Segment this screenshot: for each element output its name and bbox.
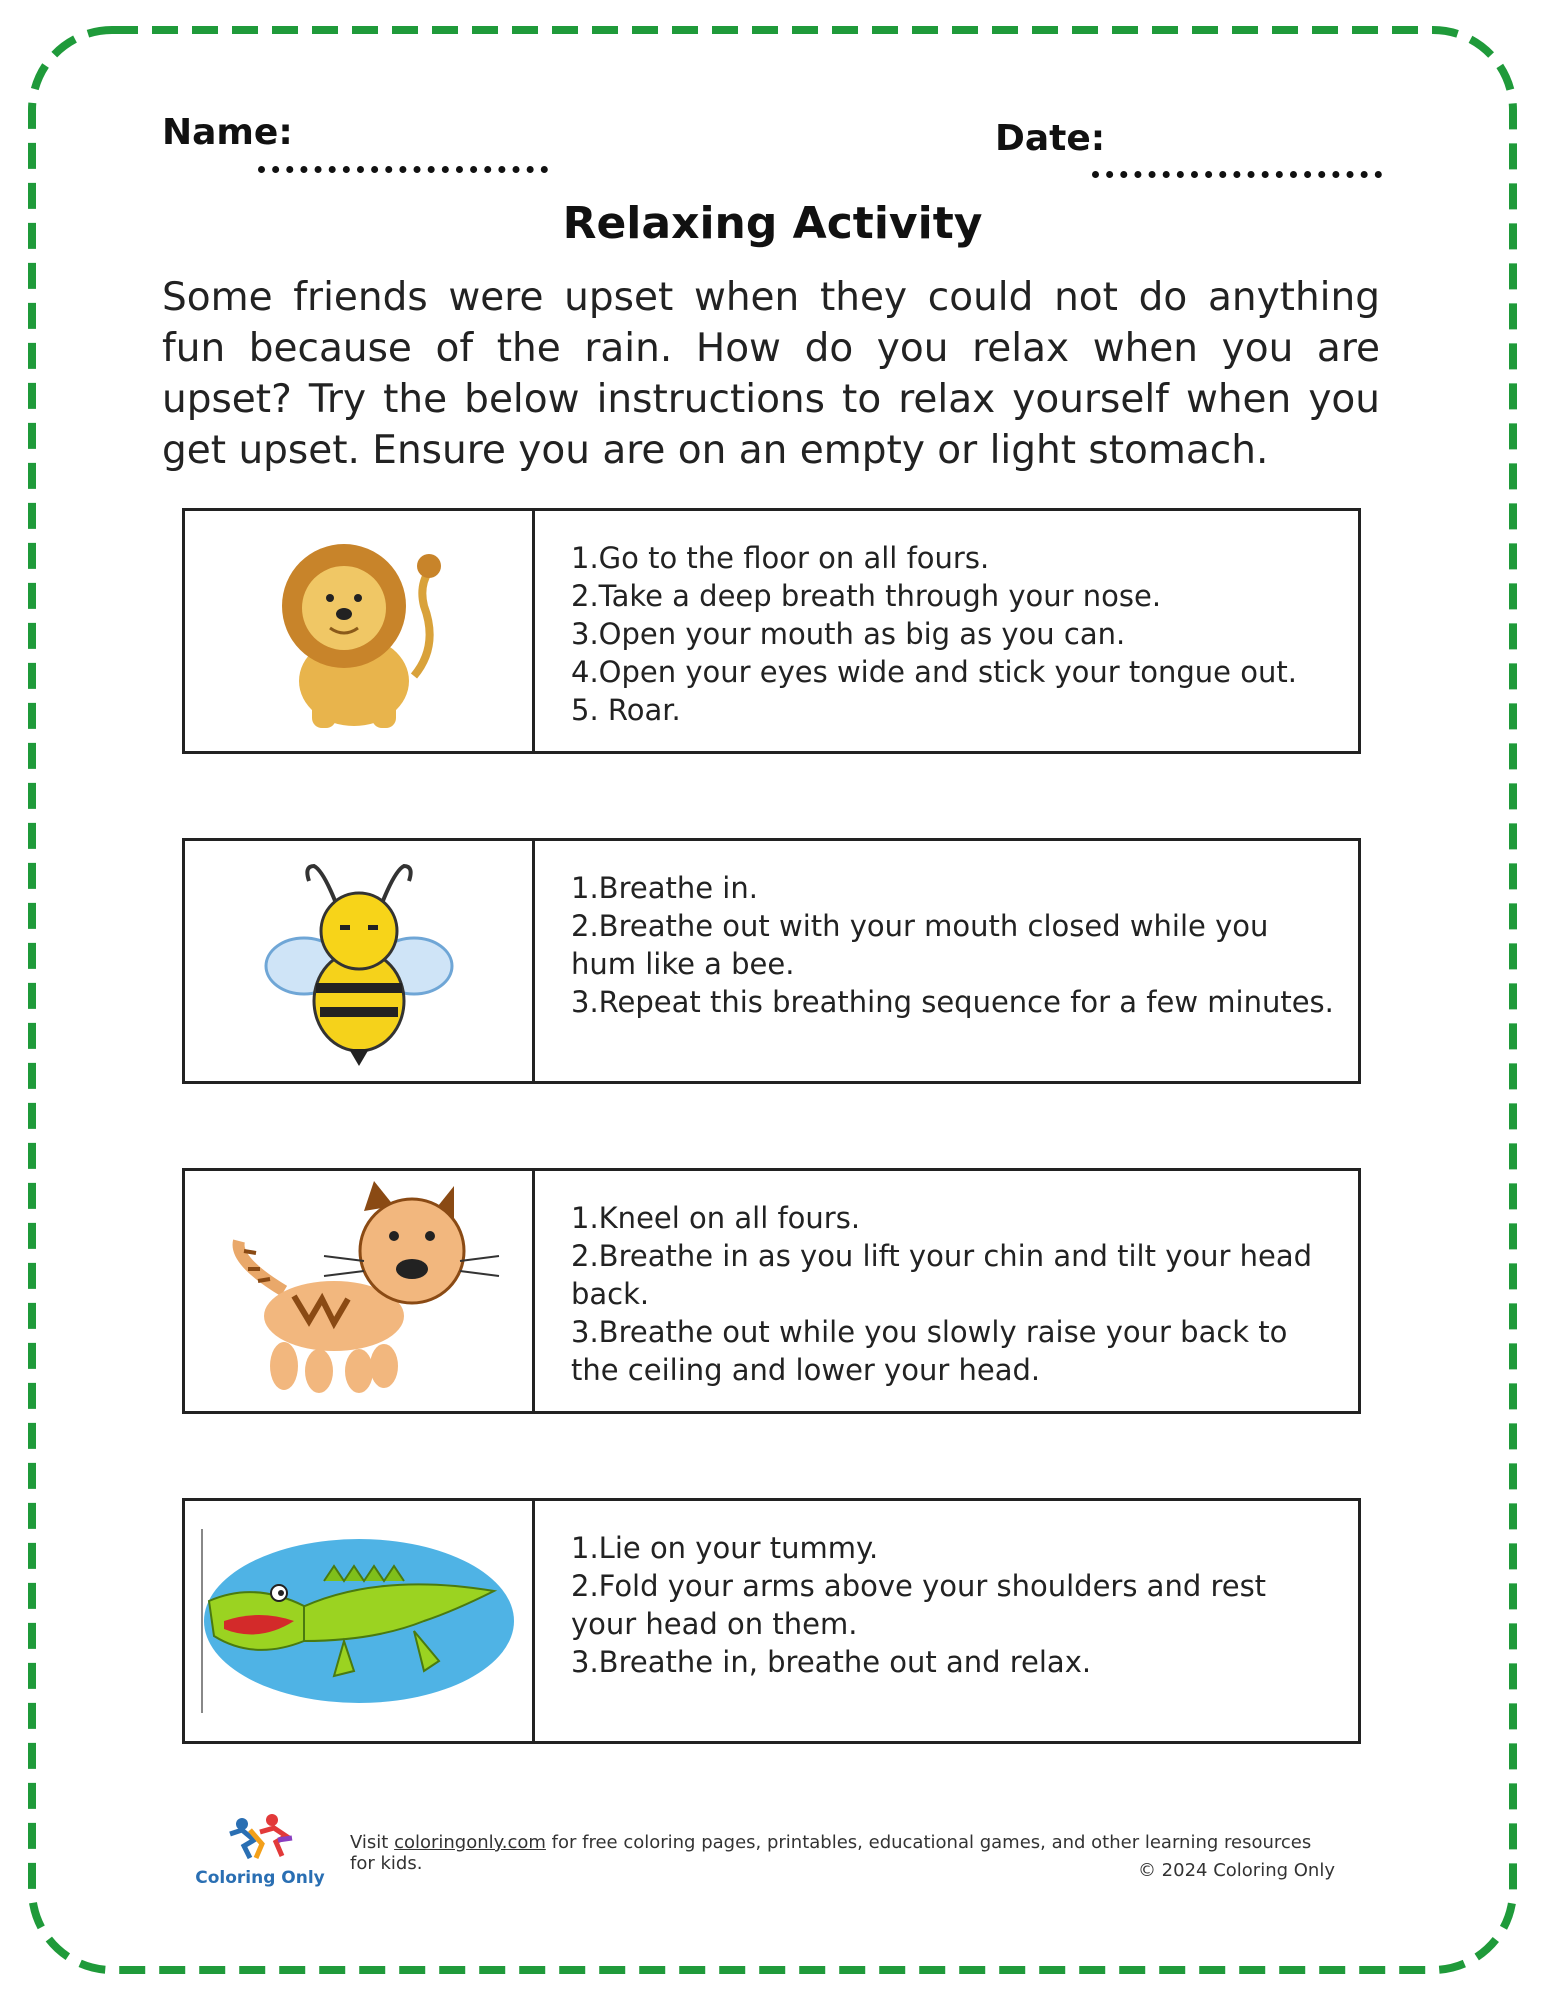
lion-illustration (185, 511, 535, 751)
intro-paragraph: Some friends were upset when they could not do anything fun because of the rain. How do you relax when you are upset? Try the below instructions to relax yourself when you get upset. Ensure you are on an empty or light stomach. (162, 275, 1380, 473)
bee-steps (535, 841, 1358, 1081)
coloring-only-logo[interactable] (190, 1810, 330, 1888)
visit-suffix: for free coloring pages, printables, educational games, and other learning resources for kids. (350, 1832, 1312, 1874)
crocodile-icon (194, 1521, 524, 1721)
step: 1.Breathe in. (571, 871, 758, 905)
crocodile-illustration (185, 1501, 535, 1741)
coloringonly-link[interactable]: coloringonly.com (394, 1832, 546, 1853)
cat-steps (535, 1171, 1358, 1411)
step: 2.Fold your arms above your shoulders and rest your head on them. (571, 1569, 1267, 1641)
cat-illustration (185, 1171, 535, 1411)
activity-card-lion (182, 508, 1361, 754)
lion-icon (254, 526, 464, 736)
step: 2.Take a deep breath through your nose. (571, 579, 1162, 613)
lion-steps (535, 511, 1358, 751)
step: 1.Lie on your tummy. (571, 1531, 879, 1565)
logo-text: Coloring Only (195, 1868, 325, 1888)
step: 3.Breathe in, breathe out and relax. (571, 1645, 1092, 1679)
activity-card-crocodile (182, 1498, 1361, 1744)
page-title: Relaxing Activity (562, 198, 983, 249)
step: 3.Breathe out while you slowly raise your back to the ceiling and lower your head. (571, 1315, 1288, 1387)
name-field-line[interactable] (258, 166, 548, 173)
step: 1.Go to the floor on all fours. (571, 541, 990, 575)
step: 2.Breathe in as you lift your chin and tilt your head back. (571, 1239, 1313, 1311)
step: 1.Kneel on all fours. (571, 1201, 861, 1235)
copyright: © 2024 Coloring Only (1137, 1860, 1335, 1881)
step: 3.Repeat this breathing sequence for a few minutes. (571, 985, 1334, 1019)
step: 2.Breathe out with your mouth closed while you hum like a bee. (571, 909, 1269, 981)
visit-prefix: Visit (350, 1832, 395, 1853)
bee-illustration (185, 841, 535, 1081)
cat-icon (214, 1181, 504, 1401)
date-label: Date: (995, 118, 1106, 159)
logo-figures-icon (220, 1810, 300, 1862)
step: 4.Open your eyes wide and stick your tongue out. (571, 655, 1297, 689)
name-label: Name: (162, 112, 293, 153)
activity-card-cat (182, 1168, 1361, 1414)
date-field-line[interactable] (1092, 171, 1382, 178)
step: 3.Open your mouth as big as you can. (571, 617, 1126, 651)
bee-icon (254, 851, 464, 1071)
activity-card-bee (182, 838, 1361, 1084)
crocodile-steps (535, 1501, 1358, 1741)
step: 5. Roar. (571, 693, 681, 727)
